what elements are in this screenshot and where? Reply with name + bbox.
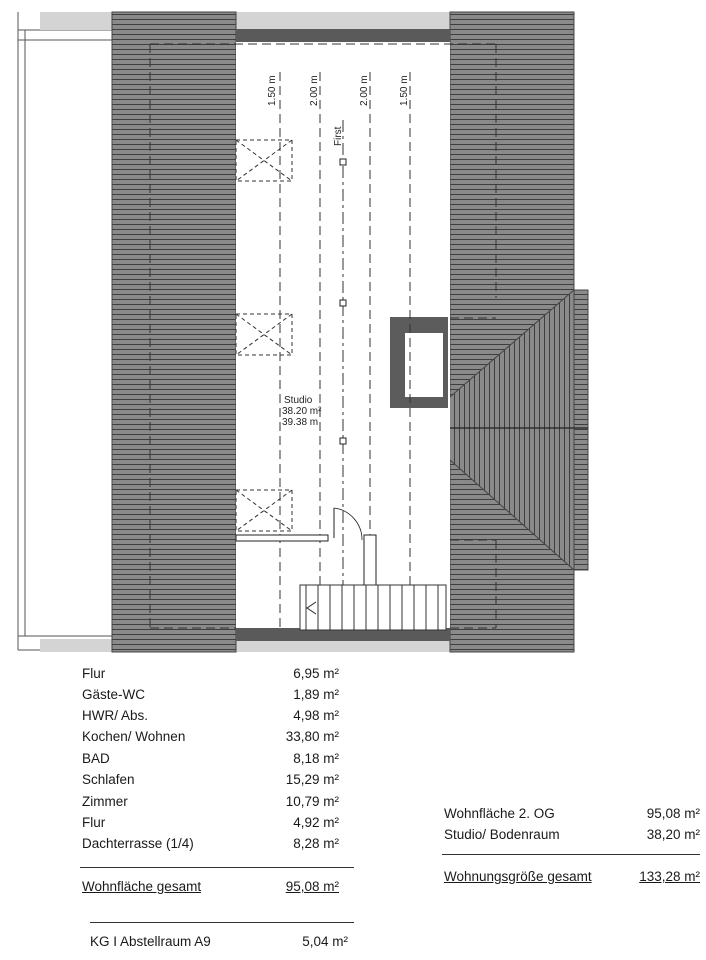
first-label: First — [333, 126, 344, 146]
dimension-label-3: 2.00 m — [359, 75, 370, 106]
dimension-label-2: 2.00 m — [309, 75, 320, 106]
basement-label: KG I Abstellraum A9 — [90, 934, 211, 949]
dimension-label-1: 1.50 m — [267, 75, 278, 106]
studio-area-2: 39.38 m — [282, 417, 319, 428]
divider — [442, 854, 700, 855]
basement-area: 5,04 m² — [302, 934, 348, 949]
room-name: HWR/ Abs. — [82, 708, 149, 723]
dimension-label-4: 1.50 m — [399, 75, 410, 106]
room-area: 6,95 m² — [293, 666, 339, 681]
room-name: Schlafen — [82, 772, 135, 787]
total-area: 95,08 m² — [285, 879, 339, 894]
divider — [80, 867, 354, 868]
room-area: 33,80 m² — [285, 729, 339, 744]
summary-total-label: Wohnungsgröße gesamt — [444, 869, 592, 884]
room-area: 1,89 m² — [293, 687, 339, 702]
room-name: Dachterrasse (1/4) — [82, 836, 194, 851]
summary-name: Studio/ Bodenraum — [444, 827, 560, 842]
summary-area: 38,20 m² — [646, 827, 700, 842]
wall-top — [236, 29, 450, 42]
room-name: Flur — [82, 815, 106, 830]
summary-name: Wohnfläche 2. OG — [444, 806, 555, 821]
ridge-post-1 — [340, 159, 346, 165]
summary-total-area: 133,28 m² — [639, 869, 700, 884]
studio-area-1: 38.20 m² — [282, 406, 322, 417]
room-name: BAD — [82, 751, 110, 766]
roof-left — [112, 12, 236, 652]
ridge-post-2 — [340, 300, 346, 306]
room-area: 4,92 m² — [293, 815, 339, 830]
room-area: 10,79 m² — [285, 794, 339, 809]
room-name: Zimmer — [82, 794, 128, 809]
studio-name: Studio — [284, 395, 313, 406]
ridge-post-3 — [340, 438, 346, 444]
room-area: 4,98 m² — [293, 708, 339, 723]
chimney — [390, 317, 448, 408]
room-name: Flur — [82, 666, 106, 681]
total-label: Wohnfläche gesamt — [82, 879, 202, 894]
room-name: Kochen/ Wohnen — [82, 729, 186, 744]
divider — [90, 922, 354, 923]
room-area: 8,28 m² — [293, 836, 339, 851]
room-area: 8,18 m² — [293, 751, 339, 766]
stairs[interactable] — [300, 585, 446, 630]
room-name: Gäste-WC — [82, 687, 146, 702]
summary-area: 95,08 m² — [646, 806, 700, 821]
room-area: 15,29 m² — [285, 772, 339, 787]
